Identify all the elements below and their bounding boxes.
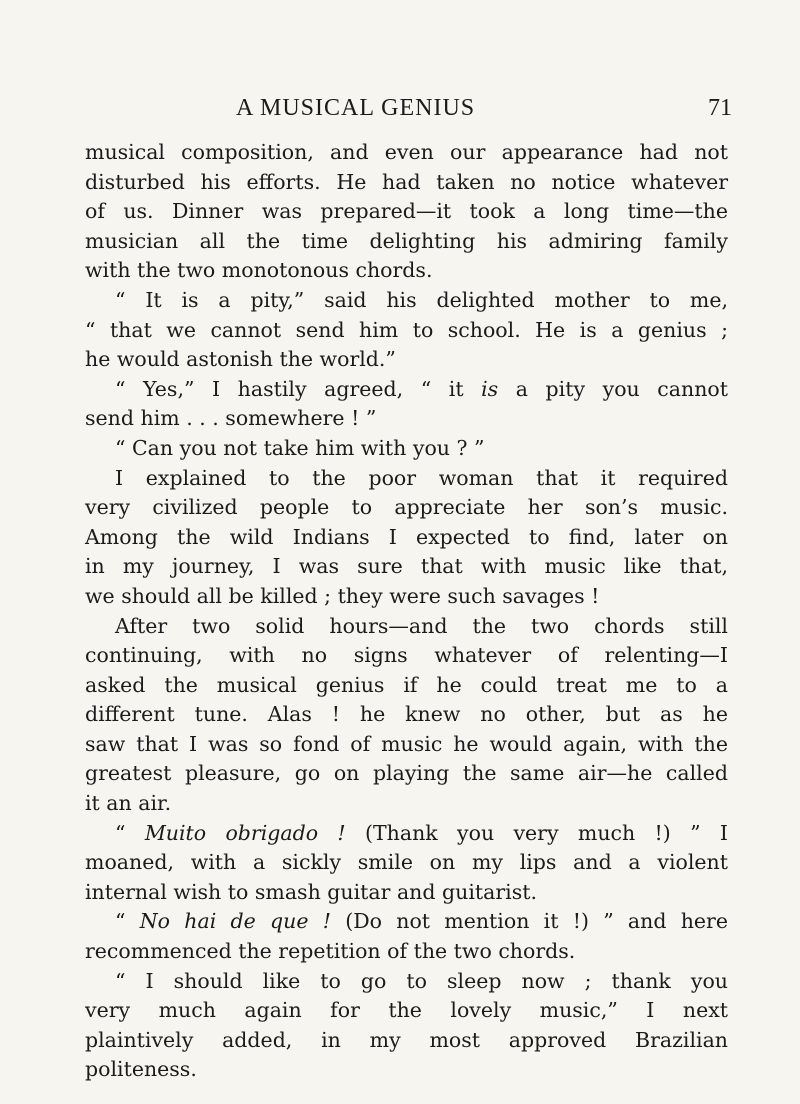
text-line: of us. Dinner was prepared—it took a long time—the [85,199,728,224]
page-number: 71 [708,95,732,121]
text-line: recommenced the repetition of the two chords. [85,939,576,964]
text-line: moaned, with a sickly smile on my lips and a violent [85,850,728,875]
text-line: in my journey, I was sure that with music like that, [85,554,728,579]
text-line: musician all the time delighting his admiring family [85,228,728,253]
text-line: After two solid hours—and the two chords still [115,613,728,638]
text-line: “ Can you not take him with you ? ” [115,435,485,460]
text-fragment: “ Yes,” I hastily agreed, “ it [115,376,482,401]
text-line: very civilized people to appreciate her son’s music. [85,495,728,520]
text-line: send him . . . somewhere ! ” [85,406,377,431]
text-line: “ It is a pity,” said his delighted mother to me, [115,287,728,312]
text-line: with the two monotonous chords. [85,258,433,283]
text-fragment: “ [115,909,140,934]
italic-emphasis: is [481,376,499,401]
body-text [85,138,728,1085]
text-line: internal wish to smash guitar and guitarist. [85,879,537,904]
text-line: musical composition, and even our appearance had not [85,140,728,164]
text-line: saw that I was so fond of music he would again, with the [85,731,728,756]
text-line: Among the wild Indians I expected to find, later on [85,524,728,549]
text-line: “ that we cannot send him to school. He is a genius ; [85,317,728,342]
text-line [85,375,728,405]
text-line: different tune. Alas ! he knew no other, but as he [85,702,728,727]
text-line [85,907,728,937]
text-line: continuing, with no signs whatever of relenting—I [85,643,728,668]
text-fragment: (Do not mention it !) ” and here [330,909,728,934]
running-head: A MUSICAL GENIUS [236,95,476,121]
text-line: he would astonish the world.” [85,347,396,372]
text-line: greatest pleasure, go on playing the same air—he called [85,761,728,786]
text-line: plaintively added, in my most approved Brazilian [85,1027,728,1052]
italic-portuguese-phrase: Muito obrigado ! [144,820,346,845]
text-fragment: “ [115,820,145,845]
text-line: asked the musical genius if he could treat me to a [85,672,728,697]
text-line [85,819,728,849]
text-line: I explained to the poor woman that it required [115,465,728,490]
text-line: “ I should like to go to sleep now ; thank you [115,968,728,993]
text-line: politeness. [85,1057,197,1082]
text-line: it an air. [85,791,172,816]
text-line: we should all be killed ; they were such savages ! [85,583,600,608]
italic-portuguese-phrase: No hai de que ! [139,909,331,934]
text-fragment: a pity you cannot [498,376,728,401]
text-line: disturbed his efforts. He had taken no notice whatever [85,169,728,194]
text-line: very much again for the lovely music,” I next [85,998,728,1023]
text-fragment: (Thank you very much !) ” I [345,820,728,845]
